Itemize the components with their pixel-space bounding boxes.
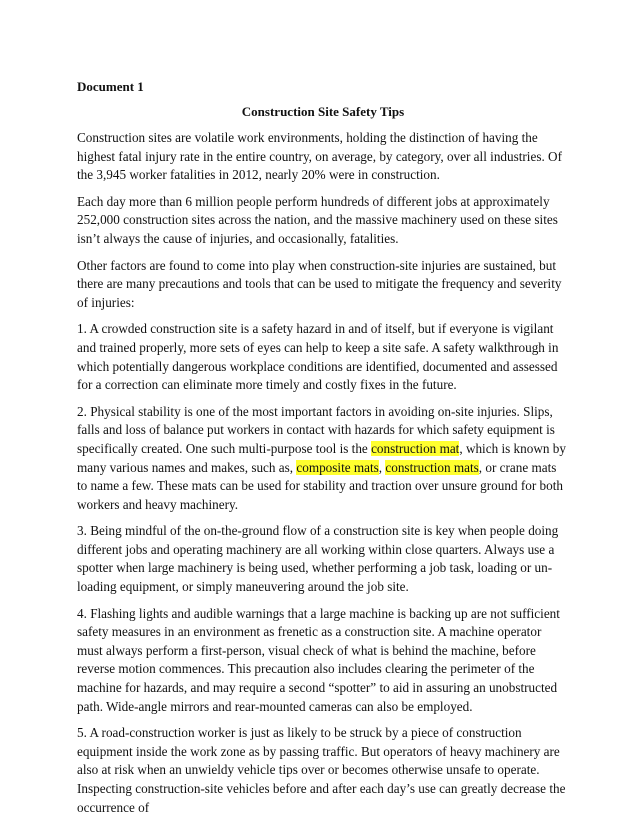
document-label: Document 1 xyxy=(77,79,144,94)
paragraph-text: 1. A crowded construction site is a safety hazard in and of itself, but if everyone is vigilant and trained properly, more sets of eyes can help to keep a site safe. A safety walkthrough in which potentially dangerous workplace conditions are identified, documented and assessed for a correction can eliminate more timely and costly fixes in the future. xyxy=(77,321,559,393)
document-title: Construction Site Safety Tips xyxy=(241,104,405,119)
paragraph-daily-workers xyxy=(77,193,569,249)
document-page xyxy=(77,66,569,817)
paragraph-text: , xyxy=(378,459,386,475)
paragraph-intro xyxy=(77,129,569,185)
paragraph-tip-5 xyxy=(77,724,569,817)
paragraph-text: 2. Physical stability is one of the most important factors in avoiding on-site injuries. Slips, falls and loss of balance put workers in contact with hazards for which safety equipment is specifically created. One such multi-purpose tool is the xyxy=(77,403,555,456)
paragraph-text: , which is known by many various names and makes, such as, xyxy=(77,440,566,475)
paragraph-tip-4 xyxy=(77,605,569,717)
paragraph-tip-2 xyxy=(77,403,569,515)
highlighted-term-composite-mats: composite mats xyxy=(296,459,379,475)
paragraph-text: Other factors are found to come into play when construction-site injuries are sustained, but there are many precautions and tools that can be used to mitigate the frequency and severity of injuries: xyxy=(77,257,562,310)
highlighted-term-construction-mat: construction mat xyxy=(371,440,460,456)
paragraph-text: , or crane mats to name a few. These mats can be used for stability and traction over unsure ground for both workers and heavy machinery. xyxy=(77,459,563,512)
paragraph-tip-1 xyxy=(77,320,569,394)
paragraph-text: Construction sites are volatile work environments, holding the distinction of having the highest fatal injury rate in the entire country, on average, by category, over all industries. Of the 3,945 worker fatalities in 2012, nearly 20% were in construction. xyxy=(77,130,562,183)
paragraph-text: 3. Being mindful of the on-the-ground flow of a construction site is key when people doing different jobs and operating machinery are all working within close quarters. Always use a spotter when large machinery is being used, whether performing a job task, loading or un-loading equipment, or simply maneuvering around the job site. xyxy=(77,523,559,595)
paragraph-text: 4. Flashing lights and audible warnings that a large machine is backing up are not sufficient safety measures in an environment as frenetic as a construction site. A machine operator must always perform a first-person, visual check of what is behind the machine, before reverse motion commences. This precaution also includes clearing the perimeter of the machine for hazards, and may require a second “spotter” to aid in assuring an unobstructed path. Wide-angle mirrors and rear-mounted cameras can also be employed. xyxy=(77,605,560,714)
paragraph-tip-3 xyxy=(77,522,569,596)
paragraph-other-factors xyxy=(77,257,569,313)
paragraph-text: 5. A road-construction worker is just as likely to be struck by a piece of construction equipment inside the work zone as by passing traffic. But operators of heavy machinery are also at risk when an unwieldy vehicle tips over or becomes otherwise unsafe to operate. Inspecting construction-site vehicles before and after each day’s use can greatly decrease the occurrence of xyxy=(77,725,566,815)
highlighted-term-construction-mats: construction mats xyxy=(385,459,479,475)
paragraph-text: Each day more than 6 million people perform hundreds of different jobs at approximately 252,000 construction sites across the nation, and the massive machinery used on these sites isn’t always the cause of injuries, and occasionally, fatalities. xyxy=(77,193,558,246)
